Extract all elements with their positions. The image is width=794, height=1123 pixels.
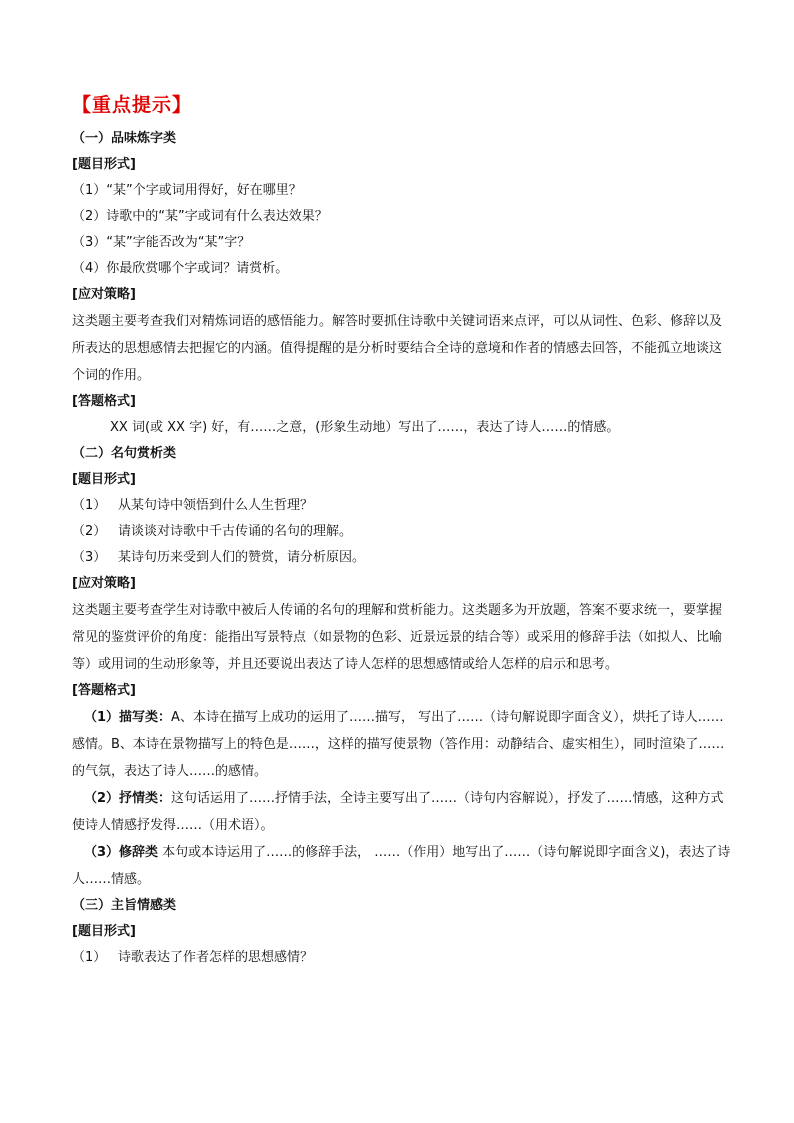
format-label: （2）抒情类：: [84, 791, 172, 806]
strategy-paragraph: 这类题主要考查我们对精炼词语的感悟能力。解答时要抓住诗歌中关键词语来点评，可以从词性、色彩、修辞以及所表达的思想感情去把握它的内涵。值得提醒的是分析时要结合全诗的意境和作者的情感去回答，不能孤立地谈这个词的作用。: [72, 314, 723, 383]
question-item: [72, 493, 732, 519]
strategy-tag: [应对策略]: [72, 576, 136, 591]
item-text: 某诗句历来受到人们的赞赏，请分析原因。: [118, 550, 366, 565]
answer-format-tag: [答题格式]: [72, 394, 136, 409]
section-title-1: （一）品味炼字类: [72, 131, 177, 146]
question-form-tag: [题目形式]: [72, 157, 136, 172]
item-text: 诗歌表达了作者怎样的思想感情？: [118, 950, 314, 965]
format-text: A、本诗在描写上成功的运用了……描写， 写出了……（诗句解说即字面含义），烘托了诗人……感情。B、本诗在景物描写上的特色是……，这样的描写使景物（答作用：动静结合、虚实相生），同时渲染了……的气氛，表达了诗人……的感情。: [72, 710, 725, 779]
answer-format-lyrical: [72, 785, 732, 839]
item-number: （2）: [72, 524, 107, 539]
format-text: 这句话运用了……抒情手法，全诗主要写出了……（诗句内容解说），抒发了……情感，这种方式使诗人情感抒发得……（用术语）。: [72, 791, 724, 833]
format-label: （1）描写类：: [84, 710, 172, 725]
question-form-tag: [题目形式]: [72, 472, 136, 487]
item-text: 请谈谈对诗歌中千古传诵的名句的理解。: [118, 524, 353, 539]
section-title-3: （三）主旨情感类: [72, 898, 177, 913]
question-item: （2）诗歌中的“某”字或词有什么表达效果？: [72, 209, 328, 224]
strategy-paragraph: 这类题主要考查学生对诗歌中被后人传诵的名句的理解和赏析能力。这类题多为开放题，答案不要求统一，要掌握常见的鉴赏评价的角度：能指出写景特点（如景物的色彩、近景远景的结合等）或采用的修辞手法（如拟人、比喻等）或用词的生动形象等，并且还要说出表达了诗人怎样的思想感情或给人怎样的启示和思考。: [72, 603, 723, 672]
question-item: （1）“某”个字或词用得好，好在哪里？: [72, 183, 302, 198]
key-points-heading: 【重点提示】: [72, 94, 193, 116]
answer-format-tag: [答题格式]: [72, 683, 136, 698]
question-item: [72, 519, 732, 545]
answer-format-rhetoric: [72, 839, 732, 893]
item-number: （1）: [72, 498, 107, 513]
item-number: （1）: [72, 950, 107, 965]
strategy-tag: [应对策略]: [72, 287, 136, 302]
question-item: （3）“某”字能否改为“某”字？: [72, 235, 251, 250]
question-item: [72, 945, 732, 971]
document-content: [72, 92, 732, 971]
question-form-tag: [题目形式]: [72, 924, 136, 939]
answer-format-description: [72, 704, 732, 785]
section-title-2: （二）名句赏析类: [72, 446, 177, 461]
format-text: 本句或本诗运用了……的修辞手法， ……（作用）地写出了……（诗句解说即字面含义)，表达了诗人……情感。: [72, 845, 731, 887]
item-number: （3）: [72, 550, 107, 565]
question-item: [72, 545, 732, 571]
item-text: 从某句诗中领悟到什么人生哲理？: [118, 498, 314, 513]
question-item: （4）你最欣赏哪个字或词？请赏析。: [72, 261, 289, 276]
format-label: （3）修辞类: [84, 845, 159, 860]
answer-format-text: XX 词(或 XX 字) 好，有……之意，(形象生动地）写出了……，表达了诗人……的情感。: [110, 420, 620, 435]
